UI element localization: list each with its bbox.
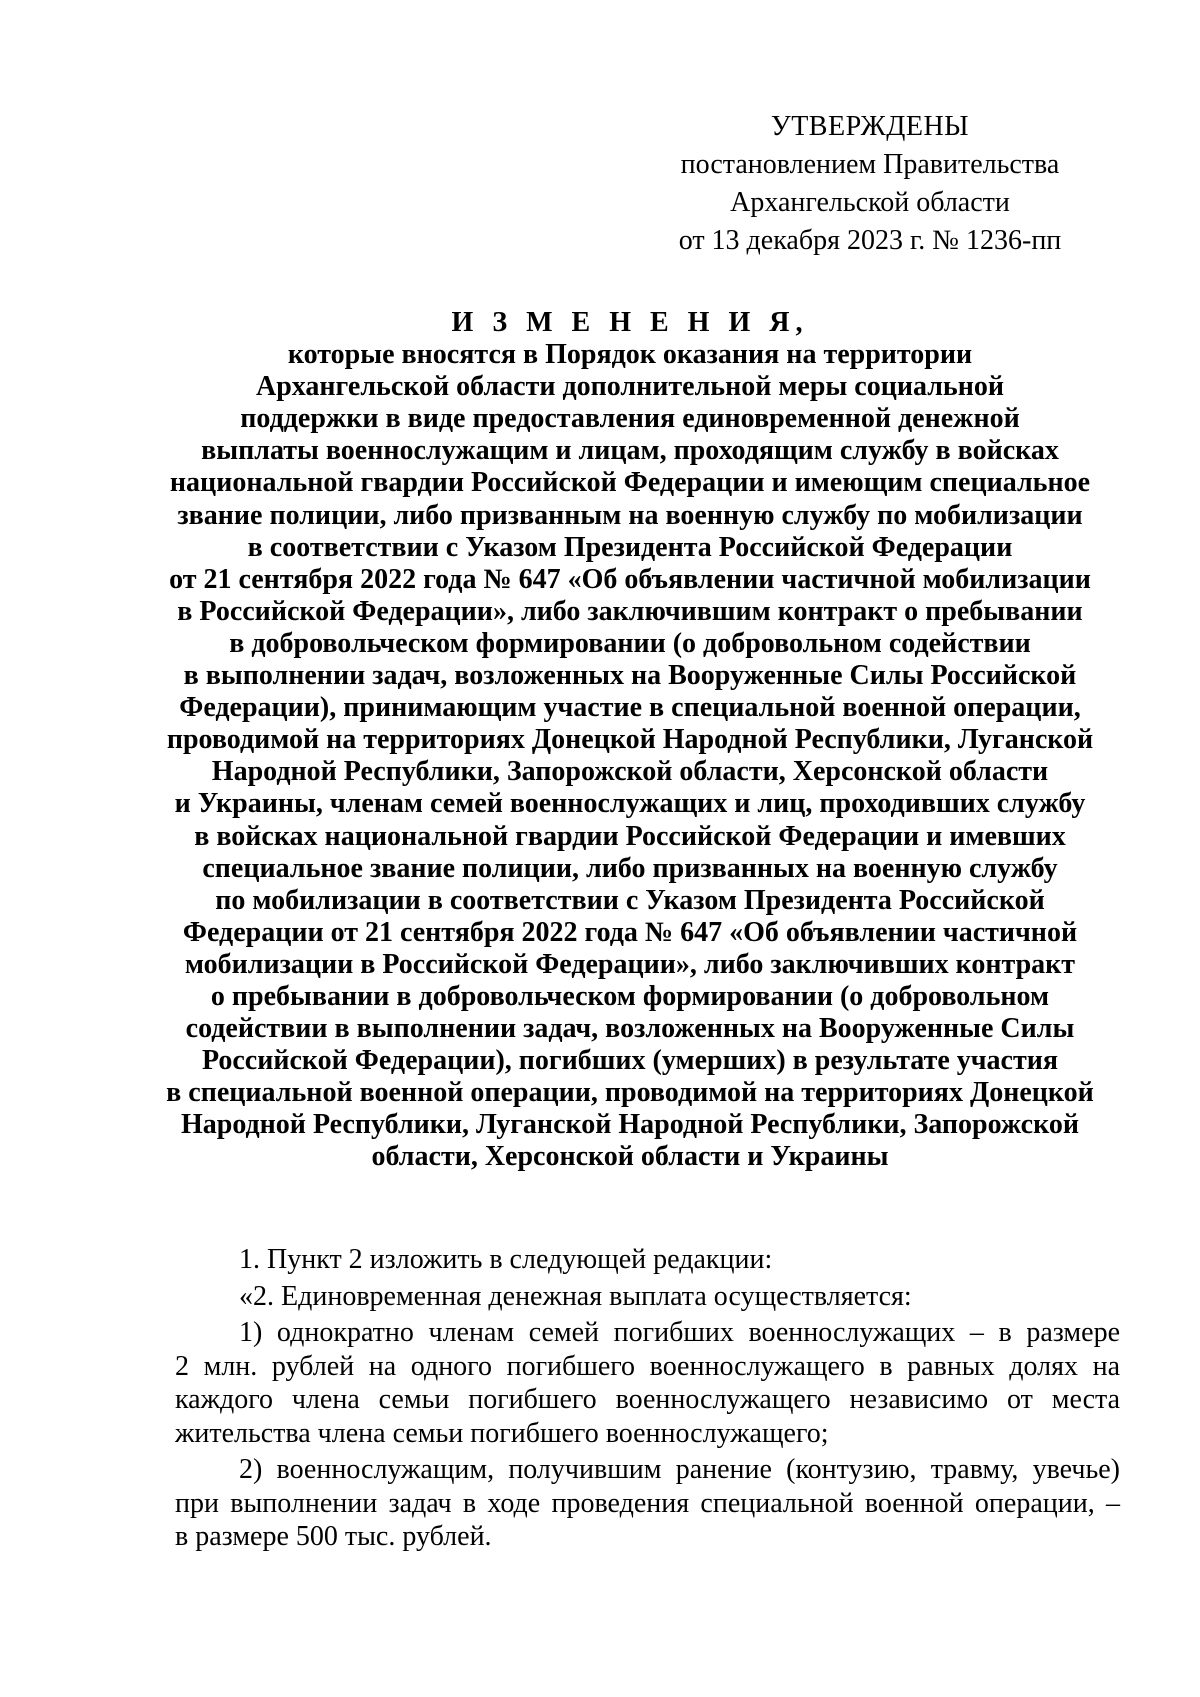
subitem-1-line-1: 1) однократно членам семей погибших военнослужащих – в размере (239, 1317, 1120, 1348)
subitem-1-line-3: каждого члена семьи погибшего военнослужащего независимо от места (175, 1384, 1120, 1415)
title-line: Народной Республики, Луганской Народной Республики, Запорожской (180, 1109, 1080, 1141)
approval-line-1: постановлением Правительства (680, 149, 1060, 180)
paragraph-item-2 (175, 1280, 1120, 1314)
title-line: от 21 сентября 2022 года № 647 «Об объявлении частичной мобилизации (169, 563, 1091, 595)
title-line: Российской Федерации), погибших (умерших) в результате участия (201, 1045, 1059, 1077)
title-line: звание полиции, либо призванным на военную службу по мобилизации (177, 499, 1083, 531)
paragraph-subitem-1 (175, 1316, 1120, 1450)
approved-label: УТВЕРЖДЕНЫ (770, 111, 970, 142)
title-line: поддержки в виде предоставления единовременной денежной (240, 403, 1020, 435)
title-line: в специальной военной операции, проводимой на территориях Донецкой (166, 1077, 1094, 1109)
title-line: Федерации), принимающим участие в специальной военной операции, (179, 692, 1081, 724)
subitem-2-line-2: при выполнении задач в ходе проведения специальной военной операции, – (175, 1487, 1120, 1519)
title-line: по мобилизации в соответствии с Указом Президента Российской (215, 884, 1045, 916)
title-line: Архангельской области дополнительной меры социальной (255, 371, 1004, 403)
title-line: в войсках национальной гвардии Российской Федерации и имевших (194, 820, 1066, 852)
paragraph-subitem-2 (175, 1453, 1120, 1554)
subitem-1-line-2: 2 млн. рублей на одного погибшего военнослужащего в равных долях на (175, 1350, 1120, 1382)
subitem-2-line-1: 2) военнослужащим, получившим ранение (контузию, травму, увечье) (239, 1454, 1120, 1485)
title-heading: И З М Е Н Е Н И Я, (451, 307, 809, 338)
document-body (175, 1243, 1120, 1557)
title-line: области, Херсонской области и Украины (371, 1141, 889, 1173)
item-1-text: 1. Пункт 2 изложить в следующей редакции: (239, 1244, 773, 1275)
approval-line-3: от 13 декабря 2023 г. № 1236-пп (678, 225, 1062, 256)
document-title (150, 307, 1110, 1174)
title-line: в добровольческом формировании (о добровольном содействии (229, 627, 1031, 659)
title-line: содействии в выполнении задач, возложенных на Вооруженные Силы (185, 1013, 1075, 1045)
item-2-text: «2. Единовременная денежная выплата осуществляется: (239, 1280, 912, 1312)
paragraph-item-1 (175, 1243, 1120, 1277)
title-line: и Украины, членам семей военнослужащих и лиц, проходивших службу (174, 788, 1086, 820)
title-line: в Российской Федерации», либо заключившим контракт о пребывании (177, 595, 1083, 627)
title-line: о пребывании в добровольческом формировании (о добровольном (210, 980, 1050, 1012)
subitem-2-line-3: в размере 500 тыс. рублей. (175, 1521, 492, 1552)
title-line: национальной гвардии Российской Федерации и имеющим специальное (169, 467, 1091, 499)
title-line: которые вносятся в Порядок оказания на территории (287, 339, 973, 371)
title-line: выплаты военнослужащим и лицам, проходящим службу в войсках (201, 435, 1059, 467)
approval-line-2: Архангельской области (730, 187, 1010, 218)
subitem-1-line-4: жительства члена семьи погибшего военнослужащего; (175, 1417, 829, 1449)
title-line: Федерации от 21 сентября 2022 года № 647 «Об объявлении частичной (182, 916, 1078, 948)
title-line: в соответствии с Указом Президента Российской Федерации (247, 531, 1013, 563)
approval-stamp (640, 108, 1100, 260)
title-line: Народной Республики, Запорожской области, Херсонской области (211, 756, 1049, 788)
title-line: мобилизации в Российской Федерации», либо заключивших контракт (184, 948, 1076, 980)
title-line: проводимой на территориях Донецкой Народной Республики, Луганской (166, 724, 1094, 756)
title-line: в выполнении задач, возложенных на Вооруженные Силы Российской (183, 660, 1077, 692)
title-line: специальное звание полиции, либо призванных на военную службу (202, 852, 1058, 884)
